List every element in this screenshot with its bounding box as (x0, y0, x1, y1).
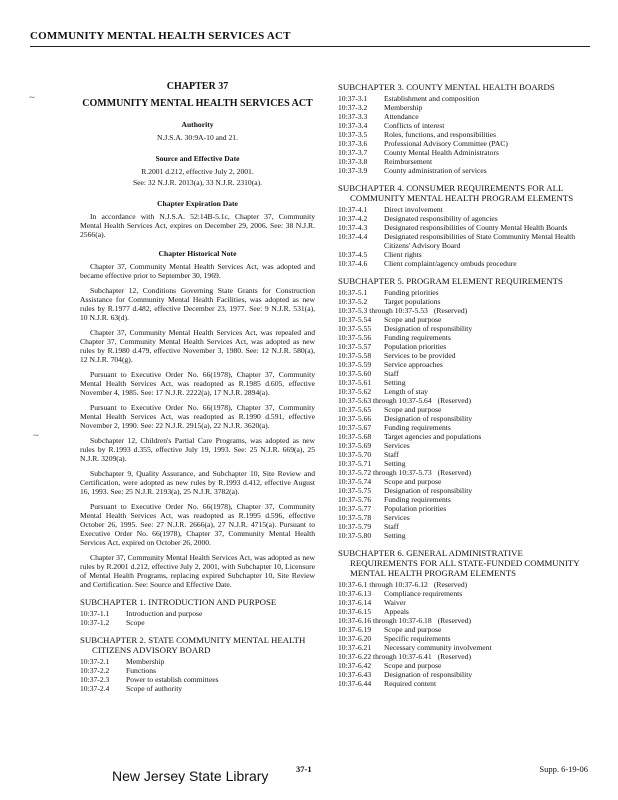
section-entry (338, 513, 590, 522)
section-title: Appeals (384, 607, 409, 616)
section-title: Funding priorities (384, 288, 439, 297)
chapter-number: CHAPTER 37 (166, 81, 229, 92)
section-entry (338, 441, 590, 450)
section-title: Direct involvement (384, 205, 443, 214)
section-number: 10:37-4.1 (338, 205, 368, 214)
section-entry (338, 130, 590, 139)
section-number: 10:37-6.42 (338, 661, 372, 670)
left-column (80, 82, 315, 693)
section-number: 10:37-5.58 (338, 351, 372, 360)
section-entry (338, 351, 590, 360)
section-title: Roles, functions, and responsibilities (384, 130, 496, 139)
section-entry (338, 450, 590, 459)
section-entry (338, 369, 590, 378)
section-number: 10:37-6.44 (338, 679, 372, 688)
section-entry (338, 214, 590, 223)
expiration-heading: Chapter Expiration Date (157, 199, 238, 208)
section-number: 10:37-6.1 through 10:37-6.12 (338, 580, 428, 589)
section-entry (338, 103, 590, 112)
section-number: 10:37-5.77 (338, 504, 372, 513)
section-title: County Mental Health Administrators (384, 148, 499, 157)
section-title: Membership (126, 657, 165, 666)
history-paragraph: Pursuant to Executive Order No. 66(1978), Chapter 37, Community Mental Health Services Act, was readopted as R.1990 d.591, effective November 2, 1990. See: 22 N.J.R. 2915(a), 22 N.J.R. 3620(a). (80, 403, 315, 430)
source-heading: Source and Effective Date (155, 154, 240, 163)
section-entry (338, 166, 590, 175)
section-title: Designation of responsibility (384, 486, 473, 495)
section-entry (338, 522, 590, 531)
section-title: Scope and purpose (384, 625, 442, 634)
section-entry (338, 405, 590, 414)
subchapter-heading: SUBCHAPTER 5. PROGRAM ELEMENT REQUIREMENTS (338, 276, 563, 286)
section-title: Compliance requirements (384, 589, 463, 598)
section-entry (338, 360, 590, 369)
section-title: Scope (126, 618, 145, 627)
section-entry (338, 94, 590, 103)
right-column (338, 82, 590, 688)
section-entry (338, 396, 590, 405)
section-title: (Reserved) (433, 580, 468, 589)
section-entry (80, 618, 315, 627)
history-paragraph: Chapter 37, Community Mental Health Services Act, was repealed and Chapter 37, Community Mental Health Services Act, was adopted as new rules by R.1980 d.479, effective November 3, 1980. See: 12 N.J.R. 580(a), 12 N.J.R. 704(g). (80, 328, 315, 364)
section-number: 10:37-4.6 (338, 259, 368, 268)
section-number: 10:37-6.15 (338, 607, 372, 616)
section-number: 10:37-5.61 (338, 378, 372, 387)
section-number: 10:37-4.4 (338, 232, 368, 241)
history-paragraph: Chapter 37, Community Mental Health Services Act, was adopted as new rules by R.2001 d.212, effective July 2, 2001, with Subchapter 10, Licensure of Mental Health Programs, replacing expired Subchapter 10, Site Review and Certification. See: Source and Effective Date. (80, 553, 315, 589)
section-list (338, 94, 590, 175)
section-title: Funding requirements (384, 495, 451, 504)
subchapter-heading: SUBCHAPTER 1. INTRODUCTION AND PURPOSE (80, 597, 277, 607)
section-title: Target populations (384, 297, 441, 306)
section-entry (338, 223, 590, 232)
section-number: 10:37-6.14 (338, 598, 372, 607)
section-number: 10:37-5.66 (338, 414, 372, 423)
section-title: Client rights (384, 250, 422, 259)
section-number: 10:37-2.2 (80, 666, 110, 675)
section-title: Target agencies and populations (384, 432, 482, 441)
section-entry (338, 432, 590, 441)
section-entry (80, 657, 315, 666)
section-title: Required content (384, 679, 437, 688)
section-entry (338, 306, 590, 315)
running-head: COMMUNITY MENTAL HEALTH SERVICES ACT (30, 30, 291, 42)
section-number: 10:37-5.74 (338, 477, 372, 486)
section-number: 10:37-5.67 (338, 423, 372, 432)
section-entry (338, 414, 590, 423)
section-number: 10:37-5.65 (338, 405, 372, 414)
section-title: Power to establish committees (126, 675, 219, 684)
section-entry (338, 288, 590, 297)
subchapter-heading: SUBCHAPTER 2. STATE COMMUNITY MENTAL HEALTH CITIZENS ADVISORY BOARD (80, 635, 306, 655)
section-number: 10:37-6.19 (338, 625, 372, 634)
section-number: 10:37-5.54 (338, 315, 372, 324)
section-title: Functions (126, 666, 156, 675)
section-title: Client complaint/agency ombuds procedure (384, 259, 517, 268)
section-title: Setting (384, 378, 406, 387)
subchapter-heading: SUBCHAPTER 4. CONSUMER REQUIREMENTS FOR ALL COMMUNITY MENTAL HEALTH PROGRAM ELEMENTS (338, 183, 574, 203)
section-number: 10:37-1.1 (80, 609, 110, 618)
section-entry (338, 232, 590, 250)
history-paragraph: Subchapter 12, Children's Partial Care Programs, was adopted as new rules by R.1993 d.355, effective July 19, 1993. See: 25 N.J.R. 669(a), 25 N.J.R. 3209(a). (80, 436, 315, 463)
authority-heading: Authority (181, 120, 214, 129)
section-title: Waiver (384, 598, 406, 607)
section-list (80, 657, 315, 693)
section-title: County administration of services (384, 166, 487, 175)
section-title: Population priorities (384, 342, 447, 351)
section-title: (Reserved) (437, 616, 471, 625)
history-paragraph: Pursuant to Executive Order No. 66(1978), Chapter 37, Community Mental Health Services Act, was readopted as R.1995 d.596, effective October 26, 1995. See: 27 N.J.R. 2666(a), 27 N.J.R. 4715(a). Pursuant to Executive Order No. 66(1978), Chapter 37, Community Mental Health Services Act, expired on October 26, 2000. (80, 502, 315, 547)
section-title: Services (384, 513, 410, 522)
history-heading: Chapter Historical Note (158, 249, 237, 258)
section-title: Funding requirements (384, 423, 451, 432)
history-paragraph: Subchapter 9, Quality Assurance, and Subchapter 10, Site Review and Certification, were adopted as new rules by R.1993 d.412, effective August 16, 1993. See: 25 N.J.R. 2193(a), 25 N.J.R. 3782(a). (80, 469, 315, 496)
section-title: Designation of responsibility (384, 414, 473, 423)
section-entry (338, 643, 590, 652)
section-number: 10:37-6.21 (338, 643, 372, 652)
section-entry (338, 486, 590, 495)
section-number: 10:37-4.3 (338, 223, 368, 232)
section-title: Scope of authority (126, 684, 183, 693)
section-entry (338, 250, 590, 259)
section-title: Services (384, 441, 410, 450)
section-title: (Reserved) (437, 396, 471, 405)
section-number: 10:37-2.1 (80, 657, 110, 666)
section-number: 10:37-3.5 (338, 130, 368, 139)
section-entry (338, 387, 590, 396)
section-number: 10:37-3.4 (338, 121, 368, 130)
history-paragraph: Pursuant to Executive Order No. 66(1978), Chapter 37, Community Mental Health Services Act, was readopted as R.1985 d.605, effective November 4, 1985. See: 17 N.J.R. 2222(a), 17 N.J.R. 2894(a). (80, 370, 315, 397)
section-title: Introduction and purpose (126, 609, 203, 618)
section-number: 10:37-5.68 (338, 432, 372, 441)
section-entry (338, 625, 590, 634)
subchapter-heading: SUBCHAPTER 6. GENERAL ADMINISTRATIVE REQUIREMENTS FOR ALL STATE-FUNDED COMMUNITY MENTAL HEALTH PROGRAM ELEMENTS (338, 548, 580, 578)
section-title: Staff (384, 522, 399, 531)
section-entry (338, 495, 590, 504)
section-number: 10:37-5.71 (338, 459, 372, 468)
margin-mark: ∼ (28, 92, 36, 102)
section-title: (Reserved) (433, 306, 468, 315)
section-title: Attendance (384, 112, 419, 121)
section-number: 10:37-3.8 (338, 157, 368, 166)
section-number: 10:37-4.5 (338, 250, 368, 259)
section-number: 10:37-5.55 (338, 324, 372, 333)
section-entry (338, 598, 590, 607)
section-title: Funding requirements (384, 333, 451, 342)
authority-text: N.J.S.A. 30:9A-10 and 21. (157, 133, 238, 142)
section-list (338, 580, 590, 688)
section-number: 10:37-1.2 (80, 618, 110, 627)
section-title: Scope and purpose (384, 405, 442, 414)
section-number: 10:37-3.9 (338, 166, 368, 175)
section-entry (338, 670, 590, 679)
section-title: Necessary community involvement (384, 643, 492, 652)
section-number: 10:37-6.13 (338, 589, 372, 598)
section-number: 10:37-5.69 (338, 441, 372, 450)
section-title: Service approaches (384, 360, 443, 369)
header-rule (30, 46, 590, 47)
section-title: Membership (384, 103, 423, 112)
section-entry (338, 634, 590, 643)
section-number: 10:37-6.22 through 10:37-6.41 (338, 652, 432, 661)
section-entry (338, 652, 590, 661)
section-entry (338, 423, 590, 432)
section-title: Designation of responsibility (384, 324, 473, 333)
section-number: 10:37-6.16 through 10:37-6.18 (338, 616, 432, 625)
section-entry (338, 342, 590, 351)
section-title: Scope and purpose (384, 477, 442, 486)
library-watermark: New Jersey State Library (112, 768, 269, 784)
section-title: (Reserved) (437, 652, 471, 661)
section-title: Conflicts of interest (384, 121, 445, 130)
section-number: 10:37-3.1 (338, 94, 368, 103)
section-number: 10:37-5.75 (338, 486, 372, 495)
section-number: 10:37-5.62 (338, 387, 372, 396)
expiration-text: In accordance with N.J.S.A. 52:14B-5.1c, Chapter 37, Community Mental Health Services Act, expires on December 29, 2006. See: 38 N.J.R. 2566(a). (80, 212, 315, 239)
section-entry (338, 459, 590, 468)
section-title: Setting (384, 531, 406, 540)
section-entry (338, 468, 590, 477)
section-entry (338, 589, 590, 598)
section-entry (338, 112, 590, 121)
section-number: 10:37-5.60 (338, 369, 372, 378)
section-entry (338, 259, 590, 268)
section-number: 10:37-5.57 (338, 342, 372, 351)
section-title: Staff (384, 450, 399, 459)
section-entry (80, 666, 315, 675)
margin-mark: ∼ (32, 430, 40, 440)
subchapter-heading: SUBCHAPTER 3. COUNTY MENTAL HEALTH BOARDS (338, 82, 555, 92)
section-title: Staff (384, 369, 399, 378)
section-number: 10:37-5.3 through 10:37-5.53 (338, 306, 428, 315)
section-title: Scope and purpose (384, 315, 442, 324)
section-number: 10:37-5.63 through 10:37-5.64 (338, 396, 432, 405)
section-number: 10:37-2.3 (80, 675, 110, 684)
section-number: 10:37-6.20 (338, 634, 372, 643)
section-entry (338, 607, 590, 616)
section-title: Population priorities (384, 504, 447, 513)
section-entry (80, 609, 315, 618)
section-entry (338, 148, 590, 157)
section-entry (338, 679, 590, 688)
section-entry (338, 477, 590, 486)
section-title: Length of stay (384, 387, 428, 396)
section-title: Services to be provided (384, 351, 456, 360)
section-entry (338, 504, 590, 513)
left-toc (80, 597, 315, 693)
section-entry (338, 616, 590, 625)
section-list (80, 609, 315, 627)
history-paragraphs (80, 262, 315, 589)
section-entry (338, 324, 590, 333)
section-number: 10:37-5.79 (338, 522, 372, 531)
section-title: Specific requirements (384, 634, 451, 643)
section-title: Designation of responsibility (384, 670, 473, 679)
history-paragraph: Chapter 37, Community Mental Health Services Act, was adopted and became effective prior to September 30, 1969. (80, 262, 315, 280)
section-number: 10:37-3.6 (338, 139, 368, 148)
section-number: 10:37-3.2 (338, 103, 368, 112)
source-line-1: R.2001 d.212, effective July 2, 2001. (141, 167, 254, 176)
section-entry (338, 531, 590, 540)
section-number: 10:37-5.1 (338, 288, 368, 297)
section-number: 10:37-2.4 (80, 684, 110, 693)
section-entry (338, 315, 590, 324)
section-title: Establishment and composition (384, 94, 480, 103)
chapter-title: COMMUNITY MENTAL HEALTH SERVICES ACT (82, 98, 313, 109)
section-title: Designated responsibilities of State Community Mental Health Citizens' Advisory Board (384, 232, 576, 250)
section-entry (338, 121, 590, 130)
source-line-2: See: 32 N.J.R. 2013(a), 33 N.J.R. 2310(a). (132, 178, 263, 187)
section-number: 10:37-5.78 (338, 513, 372, 522)
section-number: 10:37-3.7 (338, 148, 368, 157)
section-number: 10:37-3.3 (338, 112, 368, 121)
section-number: 10:37-5.72 through 10:37-5.73 (338, 468, 432, 477)
section-title: Scope and purpose (384, 661, 442, 670)
history-paragraph: Subchapter 12, Conditions Governing State Grants for Construction Assistance for Community Mental Health Facilities, was adopted as new rules by R.1977 d.482, effective December 23, 1977. See: 9 N.J.R. 531(a), 10 N.J.R. 63(d). (80, 286, 315, 322)
section-number: 10:37-5.76 (338, 495, 372, 504)
section-entry (338, 333, 590, 342)
section-entry (80, 675, 315, 684)
supplement-date: Supp. 6-19-06 (539, 764, 588, 774)
section-list (338, 288, 590, 540)
section-title: Reimbursement (384, 157, 433, 166)
section-number: 10:37-5.80 (338, 531, 372, 540)
section-number: 10:37-5.59 (338, 360, 372, 369)
section-number: 10:37-5.2 (338, 297, 368, 306)
section-entry (338, 157, 590, 166)
section-title: (Reserved) (437, 468, 471, 477)
section-entry (338, 139, 590, 148)
section-title: Professional Advisory Committee (PAC) (384, 139, 508, 148)
section-entry (338, 378, 590, 387)
section-list (338, 205, 590, 268)
page-number: 37-1 (296, 764, 312, 774)
section-entry (80, 684, 315, 693)
section-number: 10:37-5.56 (338, 333, 372, 342)
section-entry (338, 580, 590, 589)
section-number: 10:37-6.43 (338, 670, 372, 679)
section-title: Designated responsibility of agencies (384, 214, 498, 223)
section-title: Setting (384, 459, 406, 468)
section-number: 10:37-4.2 (338, 214, 368, 223)
section-entry (338, 297, 590, 306)
section-entry (338, 661, 590, 670)
section-number: 10:37-5.70 (338, 450, 372, 459)
section-entry (338, 205, 590, 214)
section-title: Designated responsibilities of County Mental Health Boards (384, 223, 568, 232)
